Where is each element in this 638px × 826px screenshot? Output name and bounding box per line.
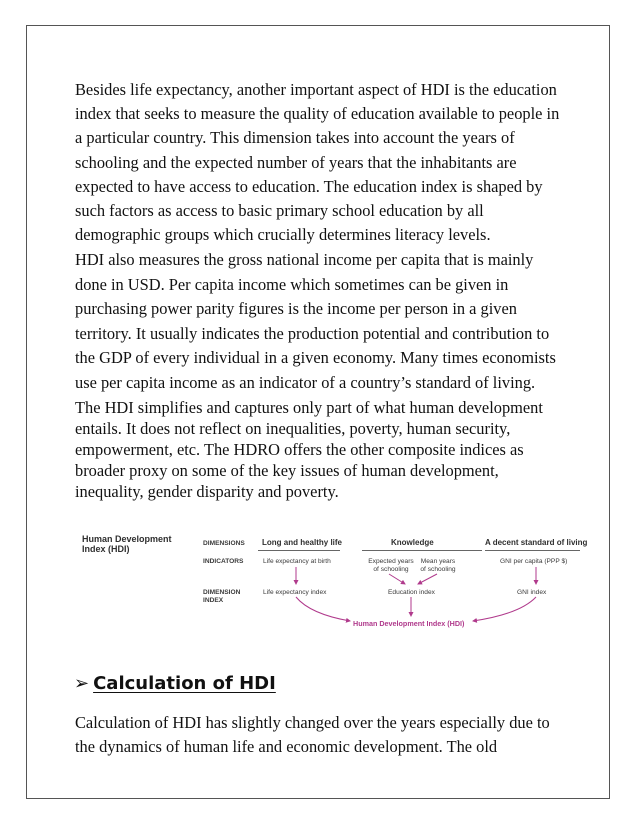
index-gni: GNI index (517, 589, 547, 596)
paragraph-gni-per-capita: HDI also measures the gross national income per capita that is mainly done in USD. Per capita income which sometimes can be given in purchasing power parity figures is the income per person in a given territory. It usually indicates the production potential and contribution to the GDP of every individual in a given economy. Many times economists use per capita income as an indicator of a country’s standard of living. (75, 250, 556, 392)
dimension-health: Long and healthy life (262, 538, 343, 547)
diagram-title: Human Development Index (HDI) (82, 534, 172, 554)
paragraph-education-index: Besides life expectancy, another important aspect of HDI is the education index that seeks to measure the quality of education available to people in a particular country. This dimension takes into account the years of schooling and the expected number of years that the inhabitants are expected to have access to education. The education index is shaped by such factors as access to basic primary school education by all demographic groups which crucially determines literacy levels. (75, 80, 560, 245)
indicator-gni: GNI per capita (PPP $) (500, 558, 568, 565)
arrow-mean-to-education (418, 574, 437, 584)
row-label-dimension-index: DIMENSION INDEX (203, 589, 241, 604)
row-label-indicators: INDICATORS (203, 558, 244, 565)
arrow-life-index-to-hdi (296, 597, 350, 621)
hdi-result: Human Development Index (HDI) (353, 619, 465, 628)
indicator-life-expectancy: Life expectancy at birth (263, 558, 331, 565)
section-heading (74, 672, 276, 694)
section-heading-text: Calculation of HDI (93, 673, 276, 694)
dimension-knowledge: Knowledge (391, 538, 434, 547)
index-education: Education index (388, 589, 435, 596)
index-life-expectancy: Life expectancy index (263, 589, 327, 596)
diagram-arrows (80, 530, 588, 635)
arrow-gni-index-to-hdi (473, 597, 536, 621)
paragraph-calculation: Calculation of HDI has slightly changed over the years especially due to the dynamics of human life and economic development. The old (75, 713, 550, 756)
hdi-diagram (80, 530, 588, 635)
arrow-expected-to-education (389, 574, 405, 584)
indicator-expected-schooling: Expected years of schooling (368, 558, 414, 573)
indicator-mean-schooling: Mean years of schooling (420, 558, 456, 573)
dimension-living-standard: A decent standard of living (485, 538, 588, 547)
row-label-dimensions: DIMENSIONS (203, 540, 245, 547)
paragraph-hdi-limitations: The HDI simplifies and captures only part of what human development entails. It does not reflect on inequalities, poverty, human security, empowerment, etc. The HDRO offers the other composite indices as broader proxy on some of the key issues of human development, inequality, gender disparity and poverty. (75, 398, 543, 501)
arrow-bullet-icon: ➢ (74, 673, 90, 694)
